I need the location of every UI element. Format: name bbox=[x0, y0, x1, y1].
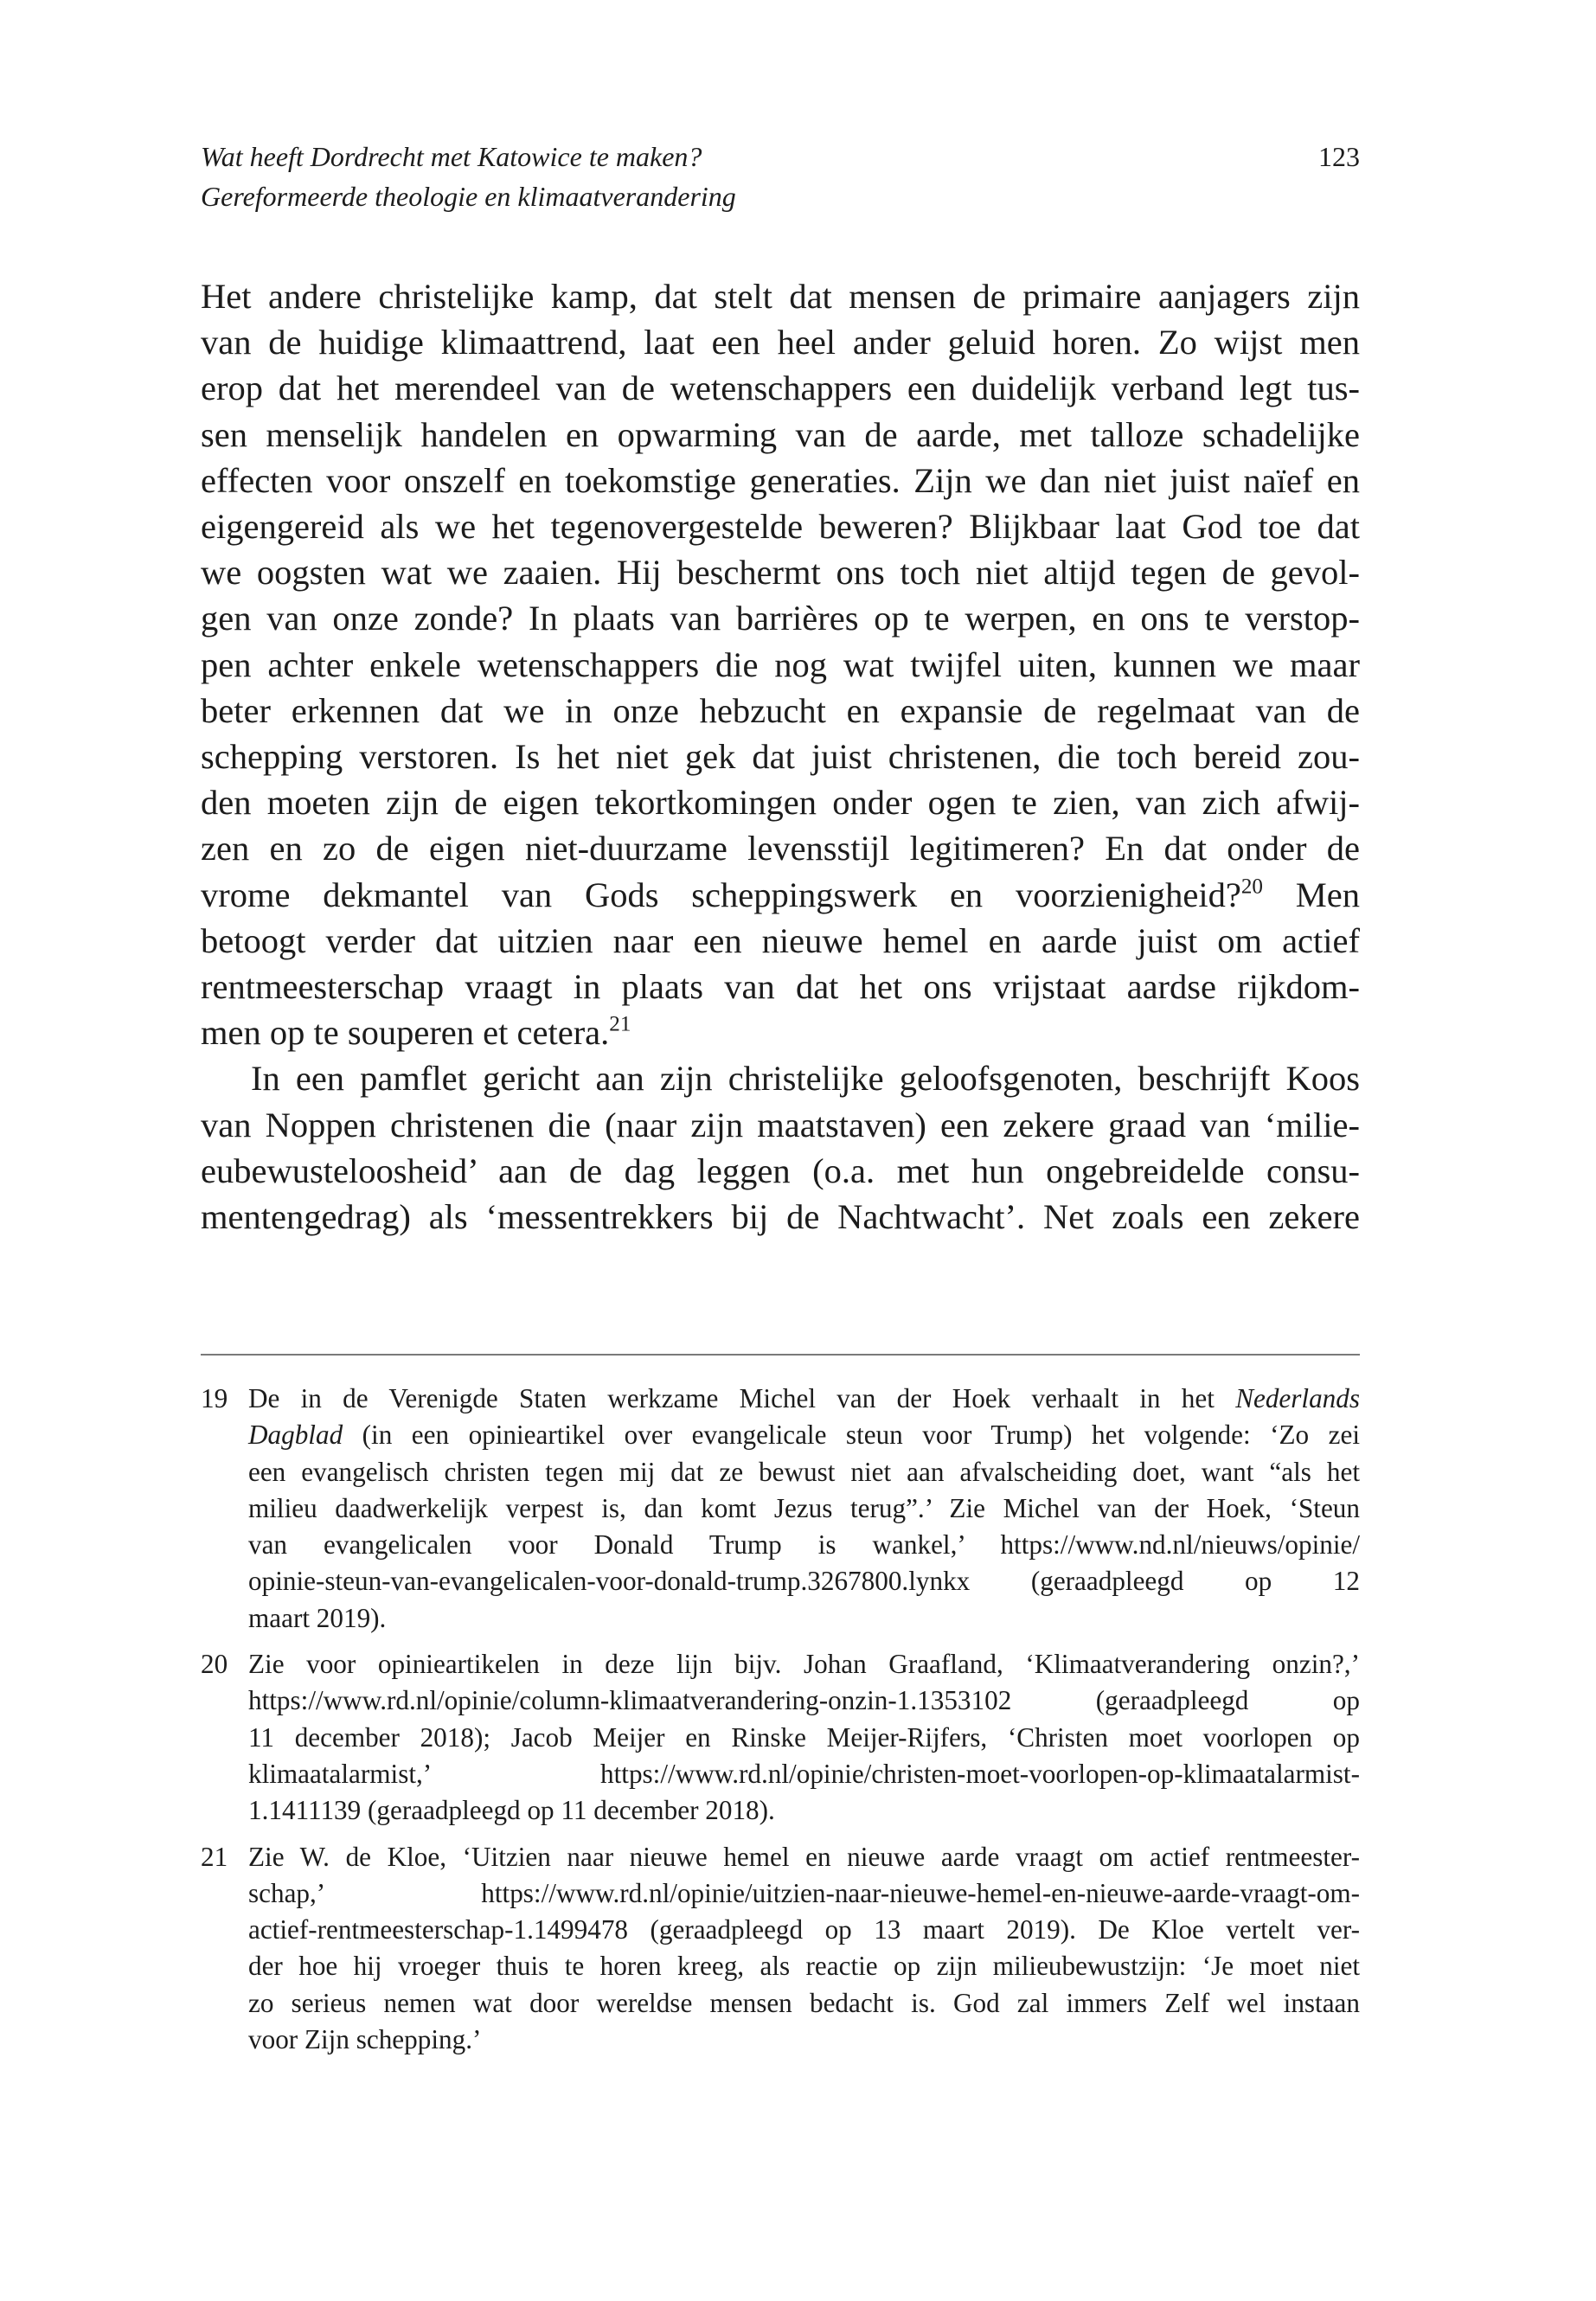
running-header-subtitle: Gereformeerde theologie en klimaatverandering bbox=[201, 181, 736, 212]
footnote-text bbox=[248, 1381, 1360, 1637]
text-line: schepping verstoren. Is het niet gek dat juist christenen, die toch bereid zou- bbox=[201, 737, 1360, 777]
text-line: van Noppen christenen die (naar zijn maatstaven) een zekere graad van ‘milie- bbox=[201, 1105, 1360, 1144]
text-line: Zie voor opinieartikelen in deze lijn bijv. Johan Graafland, ‘Klimaatverandering onzin?,’ bbox=[248, 1649, 1360, 1680]
text-line: actief-rentmeesterschap-1.1499478 (geraadpleegd op 13 maart 2019). De Kloe vertelt ver- bbox=[248, 1914, 1360, 1945]
text-line: effecten voor onszelf en toekomstige generaties. Zijn we dan niet juist naïef en bbox=[201, 460, 1360, 500]
page-number: 123 bbox=[1318, 141, 1360, 172]
text-segment: men op te souperen et cetera. bbox=[201, 1013, 610, 1053]
text-line: schap,’ https://www.rd.nl/opinie/uitzien-naar-nieuwe-hemel-en-nieuwe-aarde-vraagt-om- bbox=[248, 1877, 1360, 1908]
text-line: milieu daadwerkelijk verpest is, dan komt Jezus terug”.’ Zie Michel van der Hoek, ‘Steun bbox=[248, 1492, 1360, 1523]
footnotes bbox=[201, 1381, 1360, 2067]
text-line: zo serieus nemen wat door wereldse mensen bedacht is. God zal immers Zelf wel instaan bbox=[248, 1987, 1360, 2018]
footnote-ref-21[interactable]: 21 bbox=[609, 1012, 631, 1036]
footnote-number: 20 bbox=[201, 1649, 228, 1680]
newspaper-title: Dagblad bbox=[248, 1420, 343, 1451]
text-line: van evangelicalen voor Donald Trump is wankel,’ https://www.nd.nl/nieuws/opinie/ bbox=[248, 1529, 1360, 1561]
text-line: https://www.rd.nl/opinie/column-klimaatverandering-onzin-1.1353102 (geraadpleegd op bbox=[248, 1685, 1360, 1716]
text-line: we oogsten wat we zaaien. Hij beschermt ons toch niet altijd tegen de gevol- bbox=[201, 553, 1360, 593]
footnote-text bbox=[248, 1839, 1360, 2059]
text-line: erop dat het merendeel van de wetenschappers een duidelijk verband legt tus- bbox=[201, 369, 1360, 408]
text-line: betoogt verder dat uitzien naar een nieuwe hemel en aarde juist om actief bbox=[201, 920, 1360, 960]
running-header-title: Wat heeft Dordrecht met Katowice te maken? bbox=[201, 141, 702, 172]
text-line: den moeten zijn de eigen tekortkomingen onder ogen te zien, van zich afwij- bbox=[201, 783, 1360, 823]
text-line: rentmeesterschap vraagt in plaats van dat het ons vrijstaat aardse rijkdom- bbox=[201, 967, 1360, 1007]
footnote-number: 19 bbox=[201, 1383, 228, 1413]
footnote-number: 21 bbox=[201, 1841, 228, 1872]
text-line: voor Zijn schepping.’ bbox=[248, 2024, 482, 2055]
text-line bbox=[201, 1009, 1360, 1055]
text-line: eigengereid als we het tegenovergestelde beweren? Blijkbaar laat God toe dat bbox=[201, 507, 1360, 547]
text-line: beter erkennen dat we in onze hebzucht en expansie de regelmaat van de bbox=[201, 690, 1360, 730]
text-line: eubewusteloosheid’ aan de dag leggen (o.a. met hun ongebreidelde consu- bbox=[201, 1150, 1360, 1190]
newspaper-title: Nederlands bbox=[1235, 1383, 1360, 1413]
text-line: Het andere christelijke kamp, dat stelt dat mensen de primaire aanjagers zijn bbox=[201, 277, 1360, 316]
footnote-21 bbox=[201, 1839, 1360, 2059]
text-line: der hoe hij vroeger thuis te horen kreeg, als reactie op zijn milieubewustzijn: ‘Je moet niet bbox=[248, 1951, 1360, 1982]
running-header bbox=[201, 137, 1360, 216]
text-line: 11 december 2018); Jacob Meijer en Rinske Meijer-Rijfers, ‘Christen moet voorlopen op bbox=[248, 1721, 1360, 1753]
text-line: gen van onze zonde? In plaats van barrières op te werpen, en ons te verstop- bbox=[201, 599, 1360, 638]
text-line: Zie W. de Kloe, ‘Uitzien naar nieuwe hemel en nieuwe aarde vraagt om actief rentmeester- bbox=[248, 1841, 1360, 1872]
text-line: mentengedrag) als ‘messentrekkers bij de Nachtwacht’. Net zoals een zekere bbox=[201, 1197, 1360, 1237]
paragraph-1 bbox=[201, 273, 1360, 1055]
text-segment: De in de Verenigde Staten werkzame Michel van der Hoek verhaalt in het bbox=[248, 1383, 1236, 1413]
text-line: pen achter enkele wetenschappers die nog wat twijfel uiten, kunnen we maar bbox=[201, 644, 1360, 684]
footnote-20 bbox=[201, 1646, 1360, 1829]
text-line: een evangelisch christen tegen mij dat ze bewust niet aan afvalscheiding doet, want “als het bbox=[248, 1456, 1360, 1487]
text-line bbox=[201, 872, 1360, 918]
body-text bbox=[201, 273, 1360, 1240]
text-line: van de huidige klimaattrend, laat een heel ander geluid horen. Zo wijst men bbox=[201, 323, 1360, 362]
footnote-ref-20[interactable]: 20 bbox=[1240, 875, 1263, 899]
text-segment: Men bbox=[1262, 875, 1360, 914]
text-line: klimaatalarmist,’ https://www.rd.nl/opinie/christen-moet-voorlopen-op-klimaatalarmist- bbox=[248, 1758, 1360, 1789]
footnote-divider bbox=[201, 1354, 1360, 1356]
text-line: zen en zo de eigen niet-duurzame levensstijl legitimeren? En dat onder de bbox=[201, 829, 1360, 868]
text-segment: (in een opinieartikel over evangelicale steun voor Trump) het volgende: ‘Zo zei bbox=[343, 1420, 1360, 1451]
text-line bbox=[248, 1381, 1360, 1417]
text-line: In een pamflet gericht aan zijn christelijke geloofsgenoten, beschrijft Koos bbox=[251, 1059, 1360, 1099]
text-line: opinie-steun-van-evangelicalen-voor-donald-trump.3267800.lynkx (geraadpleegd op 12 bbox=[248, 1566, 1360, 1597]
text-line bbox=[248, 1417, 1360, 1453]
text-line: 1.1411139 (geraadpleegd op 11 december 2018). bbox=[248, 1795, 775, 1826]
text-segment: vrome dekmantel van Gods scheppingswerk en voorzienigheid? bbox=[201, 875, 1241, 914]
text-line: sen menselijk handelen en opwarming van de aarde, met talloze schadelijke bbox=[201, 414, 1360, 454]
text-line: maart 2019). bbox=[248, 1602, 387, 1633]
footnote-text bbox=[248, 1646, 1360, 1829]
paragraph-2 bbox=[201, 1055, 1360, 1240]
footnote-19 bbox=[201, 1381, 1360, 1637]
